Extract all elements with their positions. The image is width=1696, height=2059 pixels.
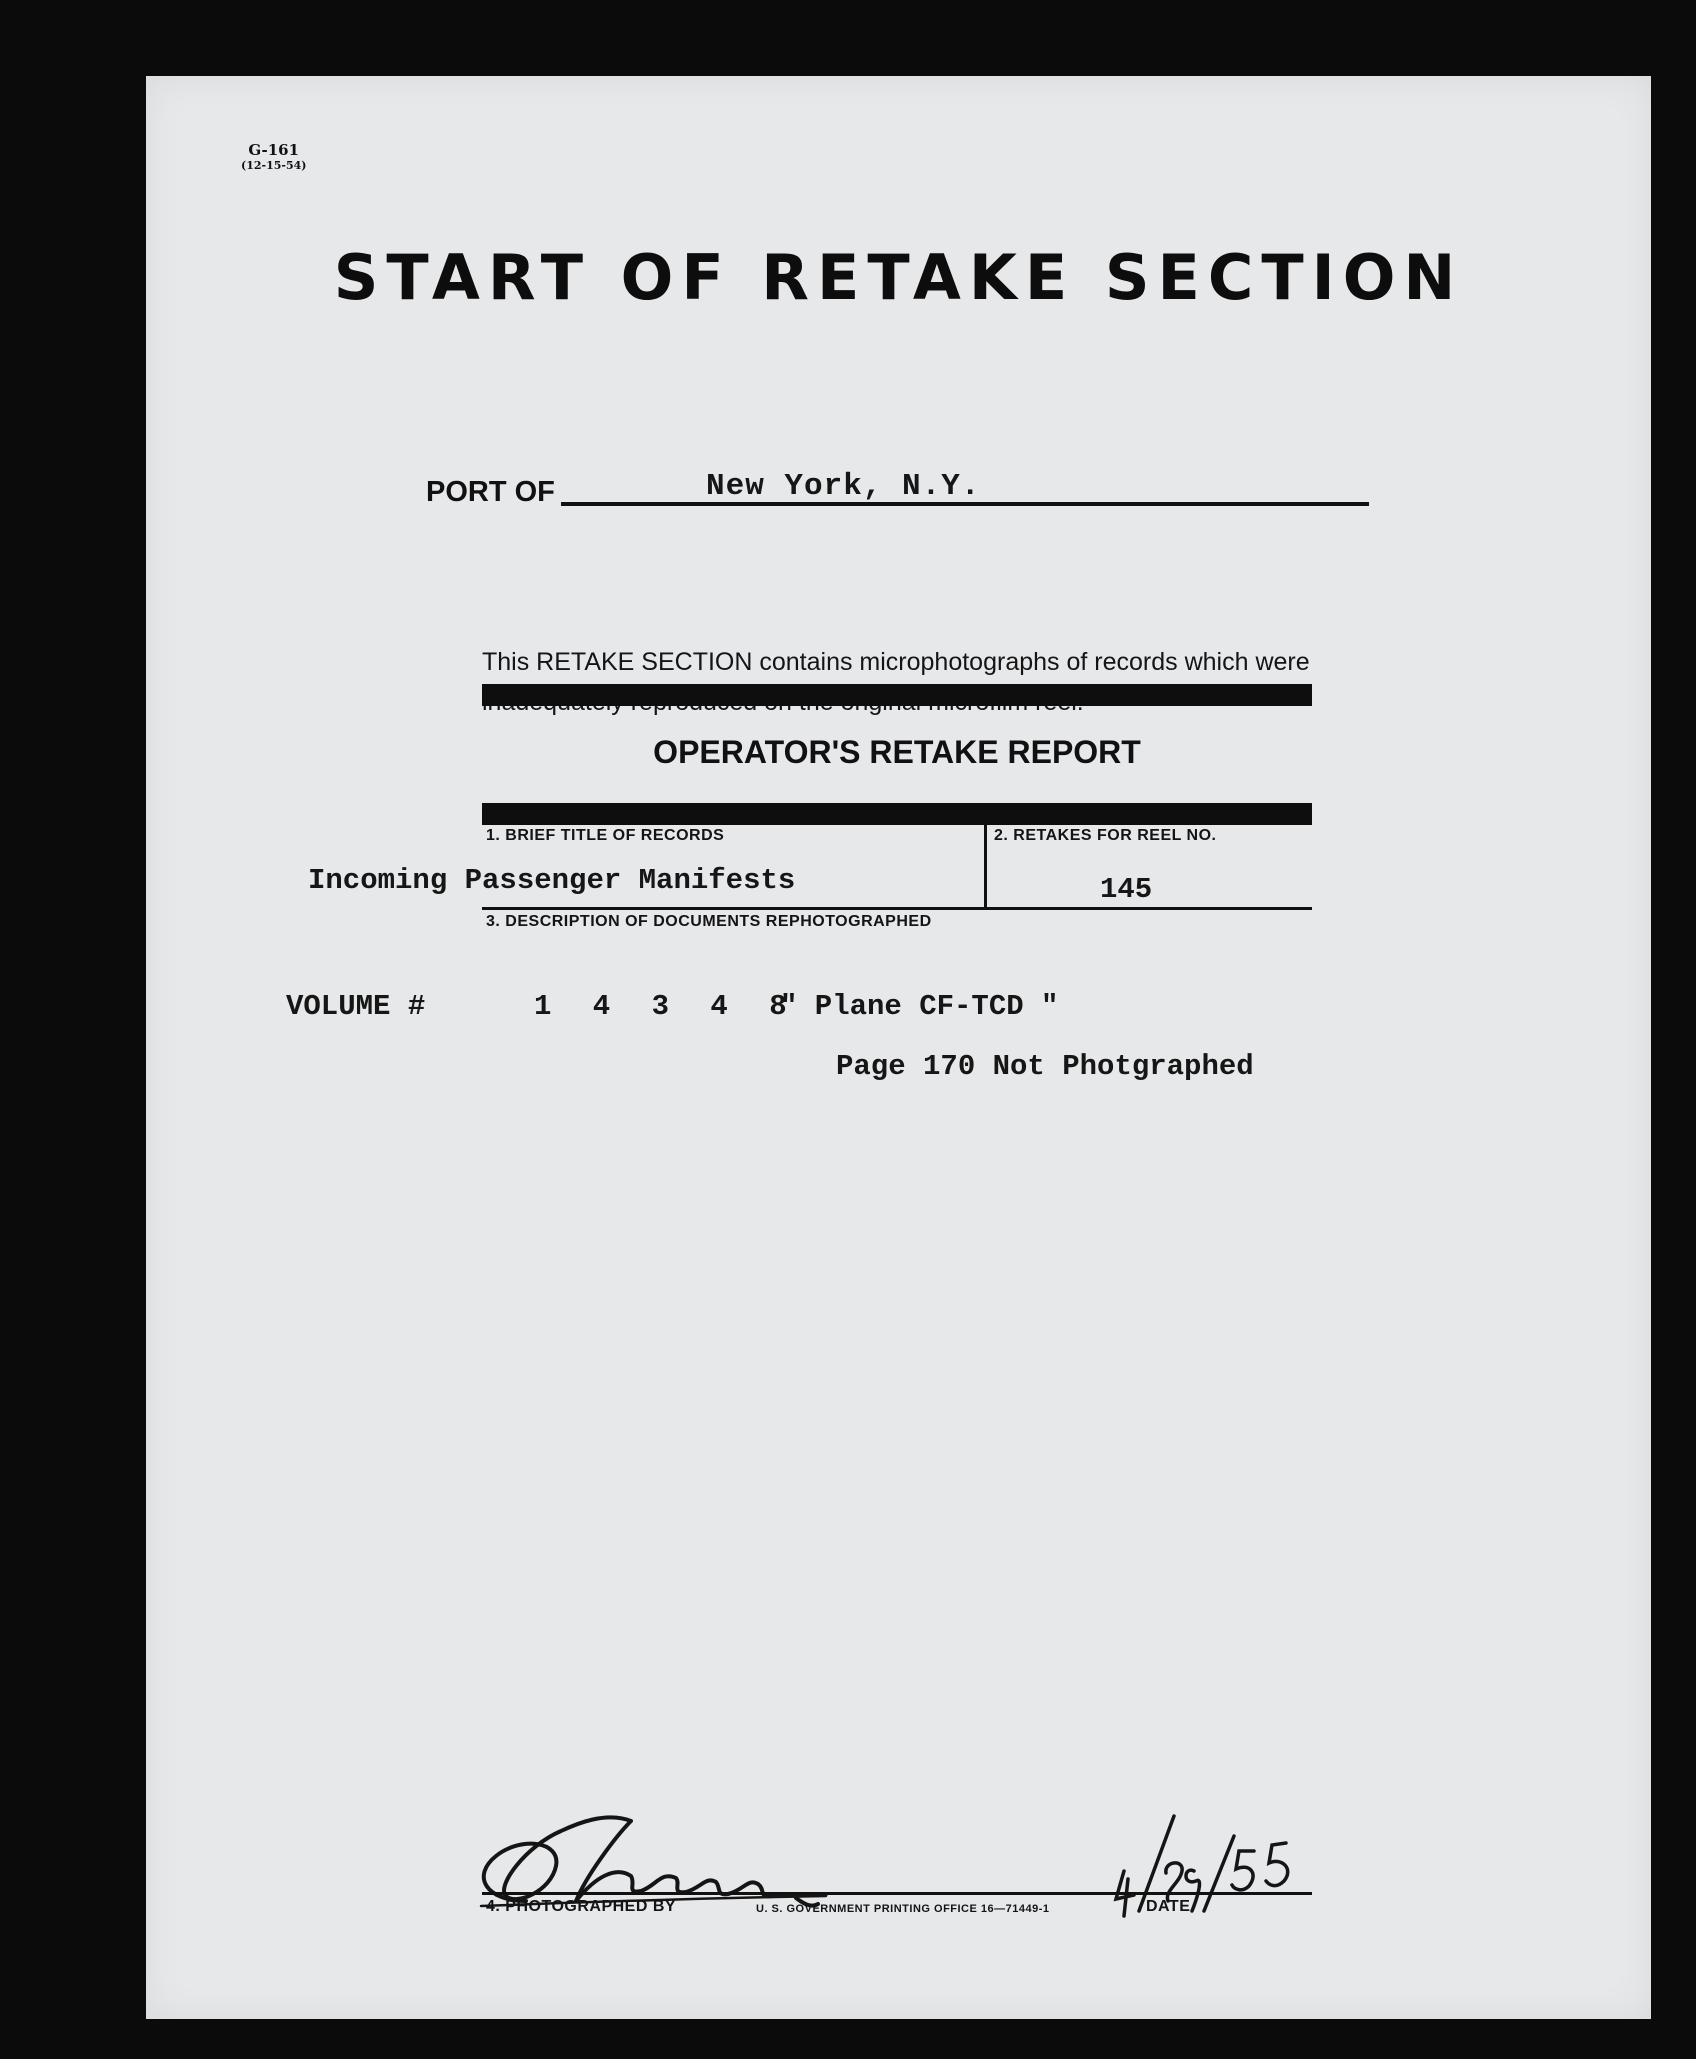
documents-description-label: 3. DESCRIPTION OF DOCUMENTS REPHOTOGRAPHED: [486, 913, 932, 930]
plane-id: " Plane CF-TCD ": [780, 990, 1059, 1023]
form-revision-date: (12-15-54): [241, 159, 307, 172]
form-id: G-161: [248, 141, 300, 159]
description-paragraph: [482, 642, 1310, 722]
signature-line: [482, 1892, 1312, 1895]
port-value: New York, N.Y.: [706, 469, 981, 504]
records-title-label: 1. BRIEF TITLE OF RECORDS: [486, 827, 725, 844]
handwritten-date-image: [1104, 1811, 1304, 1921]
divider-bar-top: [482, 684, 1312, 706]
retake-note: Page 170 Not Photgraphed: [836, 1050, 1254, 1083]
divider-bar-report: [482, 803, 1312, 825]
page-title: START OF RETAKE SECTION: [333, 241, 1464, 314]
reel-number-label: 2. RETAKES FOR REEL NO.: [994, 827, 1217, 844]
form-number: [241, 142, 306, 174]
printing-office-imprint: U. S. GOVERNMENT PRINTING OFFICE 16—71449-1: [756, 1903, 1050, 1915]
records-title-value: Incoming Passenger Manifests: [308, 864, 796, 897]
volume-label: VOLUME #: [286, 990, 426, 1023]
fields-underline: [482, 907, 1312, 910]
photographed-by-label: 4. PHOTOGRAPHED BY: [486, 1898, 677, 1915]
report-title: OPERATOR'S RETAKE REPORT: [653, 734, 1141, 770]
date-label: DATE: [1146, 1898, 1191, 1915]
column-divider: [984, 825, 987, 909]
port-label: PORT OF: [426, 476, 555, 508]
volume-number: 1 4 3 4 8: [534, 990, 799, 1023]
reel-number-value: 145: [1100, 873, 1153, 906]
document-page: [146, 76, 1651, 2019]
description-line-1: This RETAKE SECTION contains microphotographs of records which were: [482, 648, 1310, 676]
